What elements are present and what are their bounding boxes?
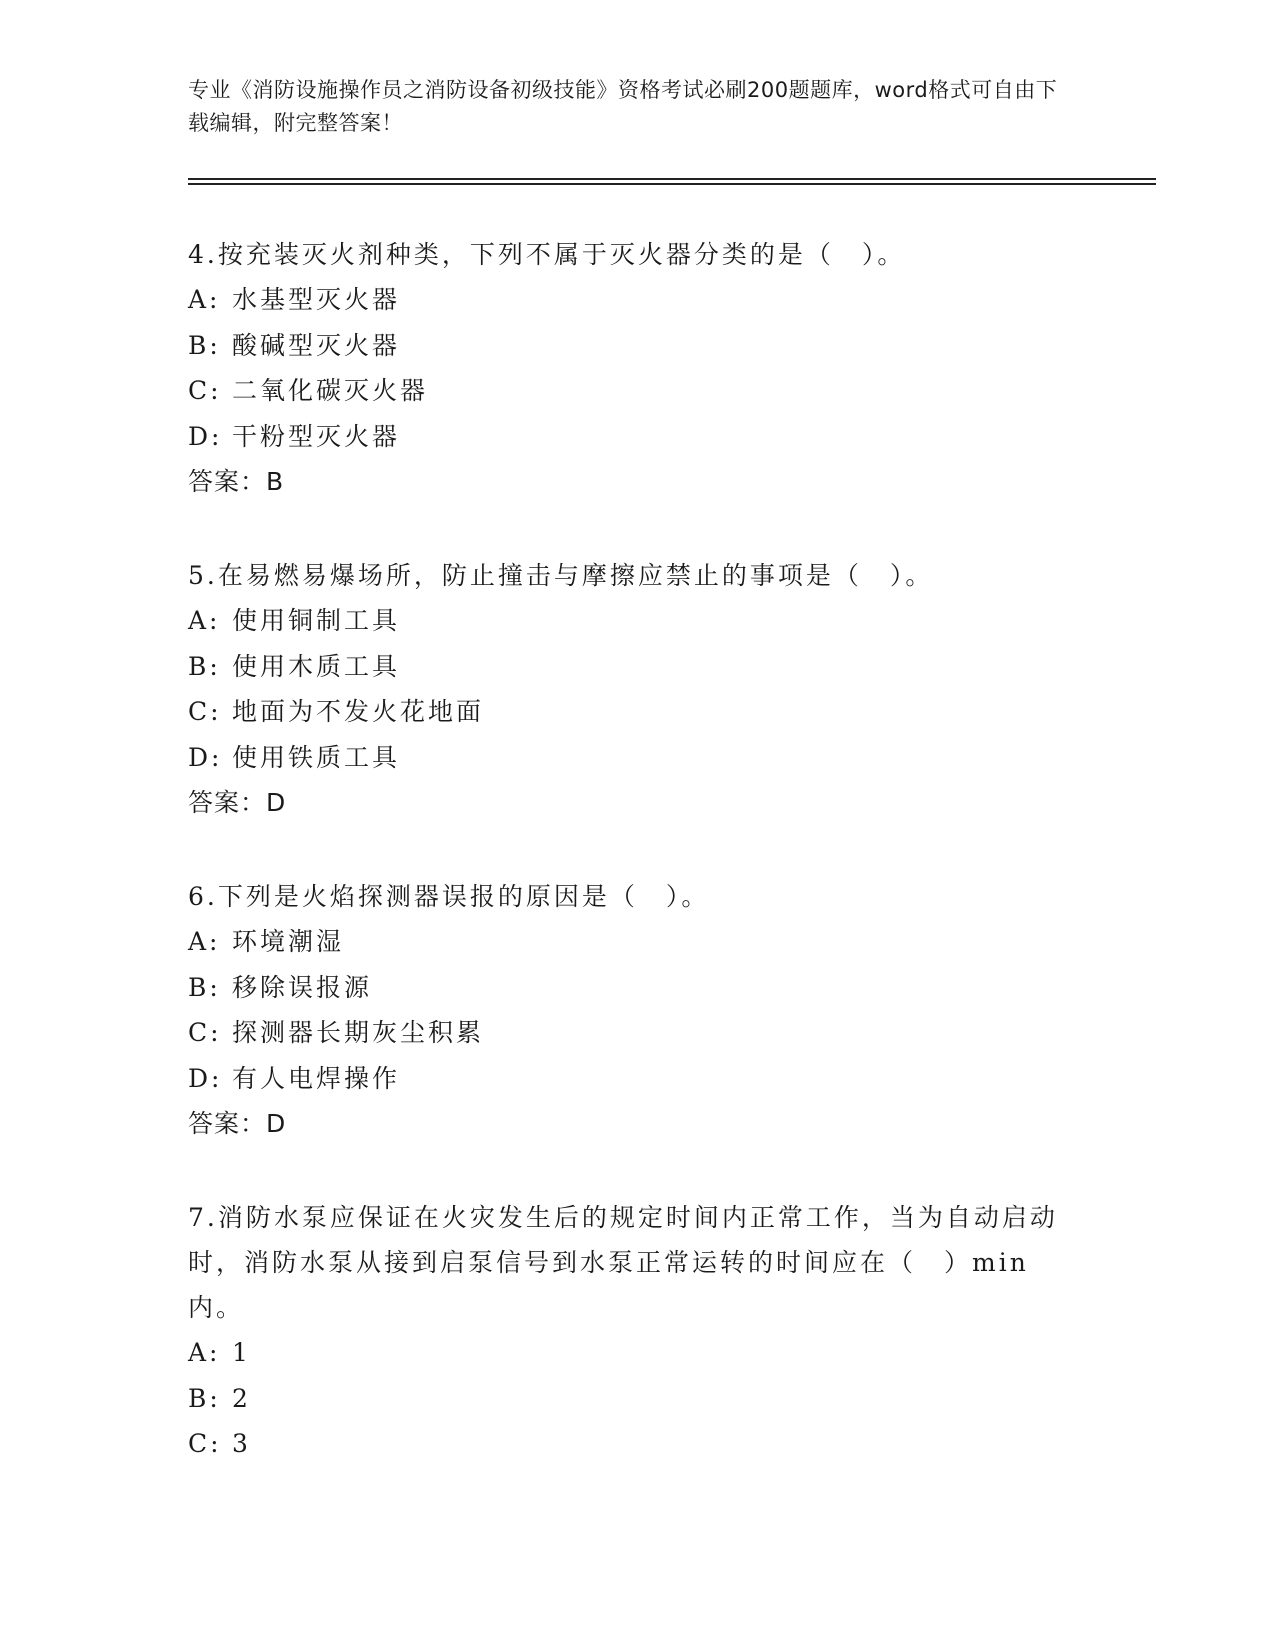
header-divider-bottom	[188, 183, 1156, 185]
question-stem: 6.下列是火焰探测器误报的原因是（ ）。	[188, 882, 710, 911]
document-header: 专业《消防设施操作员之消防设备初级技能》资格考试必刷200题题库，word格式可自由下载编辑，附完整答案！	[188, 78, 1058, 135]
option-d: D: 有人电焊操作	[188, 1063, 401, 1093]
option-c: C: 探测器长期灰尘积累	[188, 1018, 485, 1047]
header-divider-top	[188, 178, 1156, 180]
question-stem: 4.按充装灭火剂种类，下列不属于灭火器分类的是（ ）。	[188, 240, 906, 269]
option-d: D: 使用铁质工具	[188, 742, 401, 772]
option-b: B: 移除误报源	[188, 972, 373, 1002]
option-b: B: 使用木质工具	[188, 651, 401, 681]
question-block	[188, 232, 1088, 505]
question-block	[188, 874, 1088, 1147]
option-c: C: 二氧化碳灭火器	[188, 376, 429, 405]
option-a: A: 使用铜制工具	[188, 606, 401, 635]
option-c: C: 地面为不发火花地面	[188, 697, 485, 726]
answer-line: 答案：D	[188, 1109, 287, 1138]
question-stem: 7.消防水泵应保证在火灾发生后的规定时间内正常工作，当为自动启动时，消防水泵从接到启泵信号到水泵正常运转的时间应在（ ）min内。	[188, 1203, 1058, 1322]
option-d: D: 干粉型灭火器	[188, 421, 401, 451]
option-a: A: 水基型灭火器	[188, 285, 401, 314]
question-block	[188, 1195, 1068, 1467]
question-stem: 5.在易燃易爆场所，防止撞击与摩擦应禁止的事项是（ ）。	[188, 561, 934, 590]
answer-line: 答案：D	[188, 788, 287, 817]
option-b: B: 酸碱型灭火器	[188, 330, 401, 360]
option-a: A: 环境潮湿	[188, 927, 345, 956]
option-a: A: 1	[188, 1338, 251, 1367]
option-b: B: 2	[188, 1383, 251, 1413]
answer-line: 答案：B	[188, 467, 285, 496]
option-c: C: 3	[188, 1429, 251, 1458]
question-block	[188, 553, 1088, 826]
